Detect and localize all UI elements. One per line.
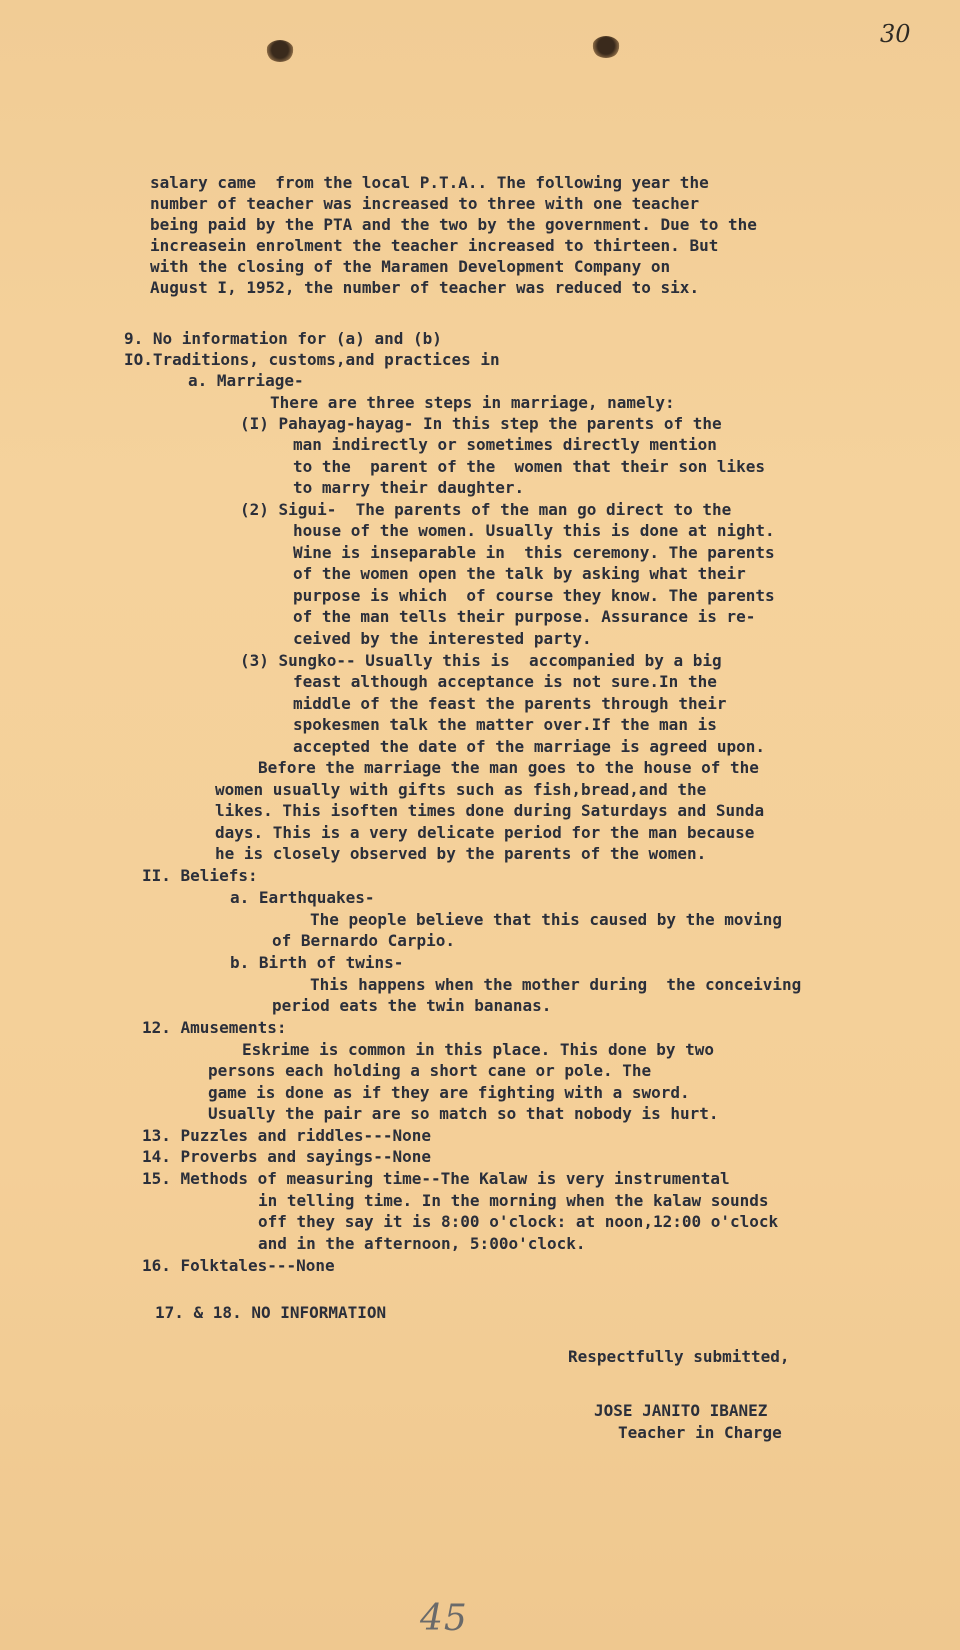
subsection-marriage: a. Marriage- [188,371,304,390]
text-line: This happens when the mother during the conceiving [310,975,802,994]
text-line: August I, 1952, the number of teacher was reduced to six. [150,278,700,297]
text-line: house of the women. Usually this is done at night. [293,521,775,540]
text-line: with the closing of the Maramen Development Company on [150,257,671,276]
text-line: accepted the date of the marriage is agreed upon. [293,737,766,756]
text-line: days. This is a very delicate period for the man because [215,823,755,842]
text-line: There are three steps in marriage, namely: [270,393,675,412]
text-line: women usually with gifts such as fish,bread,and the [215,780,707,799]
signature-name: JOSE JANITO IBANEZ [594,1401,768,1420]
text-line: of the women open the talk by asking what their [293,564,746,583]
text-line: The people believe that this caused by the moving [310,910,783,929]
section-12-heading: 12. Amusements: [142,1018,287,1037]
punch-hole-left [266,40,294,62]
text-line: purpose is which of course they know. The parents [293,586,775,605]
text-line: Wine is inseparable in this ceremony. The parents [293,543,775,562]
text-line: feast although acceptance is not sure.In the [293,672,717,691]
text-line: he is closely observed by the parents of the women. [215,844,707,863]
text-line: of Bernardo Carpio. [272,931,456,950]
text-line: off they say it is 8:00 o'clock: at noon,12:00 o'clock [258,1212,779,1231]
text-line: to marry their daughter. [293,478,525,497]
subsection-twins: b. Birth of twins- [230,953,404,972]
text-line: Usually the pair are so match so that nobody is hurt. [208,1104,719,1123]
text-line: Before the marriage the man goes to the house of the [258,758,759,777]
archive-number: 45 [420,1598,468,1639]
section-17-18: 17. & 18. NO INFORMATION [155,1303,387,1322]
subsection-earthquakes: a. Earthquakes- [230,888,375,907]
step-1: (I) Pahayag-hayag- In this step the parents of the [240,414,722,433]
text-line: to the parent of the women that their son likes [293,457,766,476]
section-13: 13. Puzzles and riddles---None [142,1126,431,1145]
step-2: (2) Sigui- The parents of the man go direct to the [240,500,732,519]
punch-hole-right [592,36,620,58]
section-11-heading: II. Beliefs: [142,866,258,885]
text-line: man indirectly or sometimes directly mention [293,435,717,454]
text-line: game is done as if they are fighting with a sword. [208,1083,690,1102]
text-line: Eskrime is common in this place. This done by two [242,1040,715,1059]
section-9: 9. No information for (a) and (b) [124,329,442,348]
section-16: 16. Folktales---None [142,1256,335,1275]
text-line: likes. This isoften times done during Saturdays and Sunda [215,801,765,820]
closing-line: Respectfully submitted, [568,1347,790,1366]
section-14: 14. Proverbs and sayings--None [142,1147,431,1166]
text-line: persons each holding a short cane or pole. The [208,1061,652,1080]
text-line: in telling time. In the morning when the kalaw sounds [258,1191,769,1210]
text-line: ceived by the interested party. [293,629,592,648]
text-line: of the man tells their purpose. Assurance is re- [293,607,756,626]
page-number: 30 [880,20,911,48]
text-line: number of teacher was increased to three with one teacher [150,194,700,213]
step-3: (3) Sungko-- Usually this is accompanied by a big [240,651,722,670]
text-line: and in the afternoon, 5:00o'clock. [258,1234,586,1253]
text-line: salary came from the local P.T.A.. The following year the [150,173,709,192]
signature-title: Teacher in Charge [618,1423,782,1442]
text-line: increasein enrolment the teacher increased to thirteen. But [150,236,719,255]
text-line: being paid by the PTA and the two by the government. Due to the [150,215,757,234]
text-line: middle of the feast the parents through their [293,694,727,713]
section-15: 15. Methods of measuring time--The Kalaw is very instrumental [142,1169,730,1188]
text-line: spokesmen talk the matter over.If the man is [293,715,717,734]
text-line: period eats the twin bananas. [272,996,552,1015]
section-10-heading: IO.Traditions, customs,and practices in [124,350,500,369]
